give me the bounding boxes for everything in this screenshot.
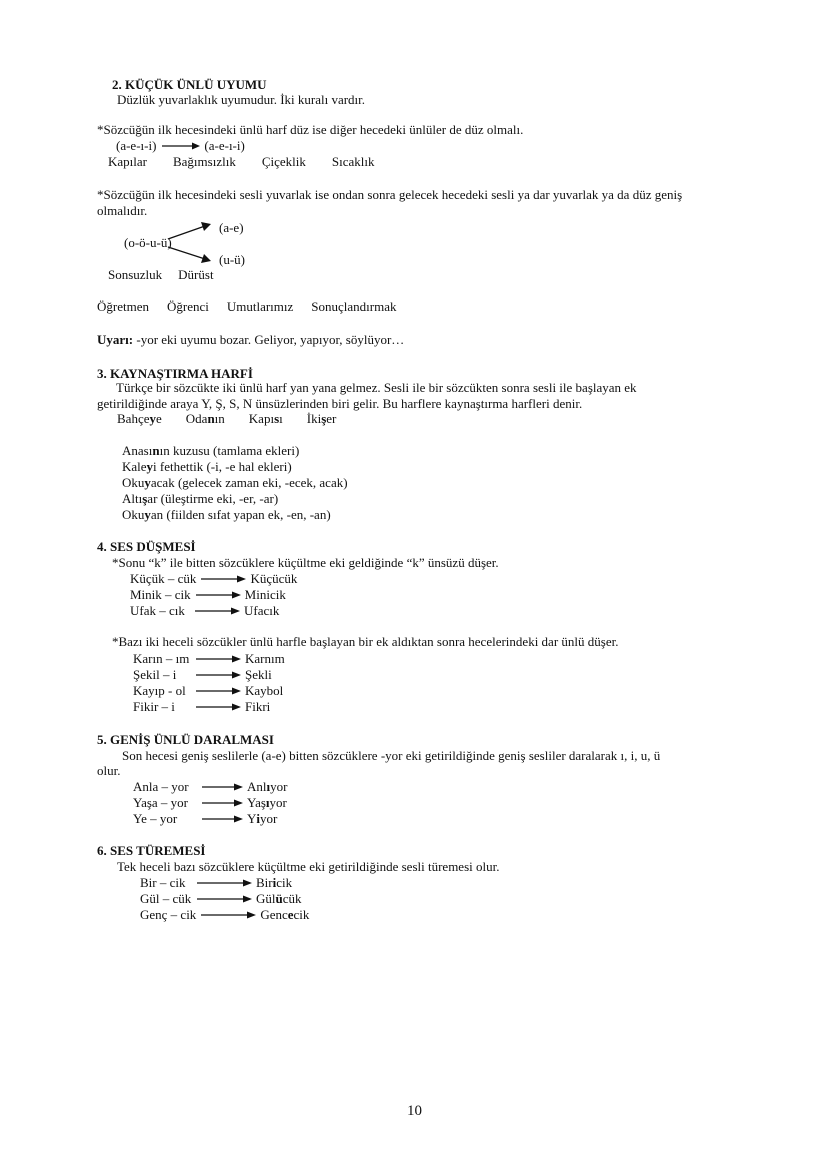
transformation-row — [133, 667, 272, 683]
arrow-icon — [195, 655, 241, 663]
section-6-line-1: Tek heceli bazı sözcüklere küçültme eki getirildiğinde sesli türemesi olur. — [117, 859, 500, 874]
example-line — [122, 491, 278, 507]
example-word: Öğrenci — [166, 299, 209, 314]
highlighted-letter: ı — [266, 779, 271, 794]
highlighted-letter: y — [144, 507, 151, 522]
arrow-icon — [195, 591, 241, 599]
text-part: yor — [269, 795, 287, 810]
highlighted-letter: ş — [142, 491, 148, 506]
example-word: Çiçeklik — [261, 154, 306, 169]
text-part: i fethettik (-i, -e hal ekleri) — [153, 459, 292, 474]
text-part: yor — [270, 779, 288, 794]
arrow-icon — [201, 799, 243, 807]
warning-text: -yor eki uyumu bozar. Geliyor, yapıyor, söylüyor… — [133, 332, 405, 347]
text-part: Gül — [256, 891, 276, 906]
text-part: Yaş — [247, 795, 266, 810]
arrow-icon — [195, 687, 241, 695]
rule-2-from: (o-ö-u-ü) — [124, 235, 172, 250]
section-5-heading: 5. GENİŞ ÜNLÜ DARALMASI — [97, 732, 274, 747]
transformation-row — [133, 651, 285, 667]
row-from: Ufak – cık — [130, 603, 185, 618]
text-part: Anl — [247, 779, 267, 794]
section-4-rule-2: *Bazı iki heceli sözcükler ünlü harfle başlayan bir ek aldıktan sonra hecelerindeki dar ünlü düşer. — [112, 634, 619, 649]
arrow-icon — [196, 895, 252, 903]
example-word — [117, 411, 162, 427]
more-examples — [97, 299, 397, 315]
transformation-row — [133, 683, 283, 699]
row-to: Ufacık — [244, 603, 280, 618]
arrow-icon — [200, 575, 246, 583]
rule-2-examples — [108, 267, 214, 283]
text-part: Oku — [122, 475, 145, 490]
text-part: ın — [214, 411, 225, 426]
arrow-icon — [195, 671, 241, 679]
row-to — [247, 779, 287, 795]
text-part: er — [326, 411, 337, 426]
highlighted-letter: s — [274, 411, 280, 426]
row-to: Kaybol — [245, 683, 284, 698]
text-part: acak (gelecek zaman eki, -ecek, acak) — [150, 475, 348, 490]
text-part: Altı — [122, 491, 143, 506]
text-part: Bahçe — [117, 411, 150, 426]
warning — [97, 332, 404, 348]
text-part: e — [155, 411, 162, 426]
transformation-row — [140, 891, 302, 907]
transformation-row — [130, 587, 286, 603]
highlighted-letter: n — [207, 411, 215, 426]
highlighted-letter: e — [287, 907, 294, 922]
text-part: Genc — [260, 907, 288, 922]
text-part: Anası — [122, 443, 153, 458]
highlighted-letter: n — [152, 443, 160, 458]
rule-1-from: (a-e-ı-i) — [116, 138, 157, 153]
text-part: cik — [293, 907, 310, 922]
arrow-icon — [194, 607, 240, 615]
arrow-icon — [201, 783, 243, 791]
arrow-icon — [200, 911, 256, 919]
transformation-row — [140, 875, 292, 891]
row-to — [247, 811, 277, 827]
example-line — [122, 475, 348, 491]
example-word — [186, 411, 225, 427]
arrow-icon — [196, 879, 252, 887]
text-part: an (fiilden sıfat yapan ek, -en, -an) — [150, 507, 331, 522]
highlighted-letter: i — [272, 875, 277, 890]
example-word — [249, 411, 283, 427]
row-from: Bir – cik — [140, 875, 186, 890]
row-from: Yaşa – yor — [133, 795, 189, 810]
branch-arrows-icon — [165, 221, 215, 265]
row-from: Şekil – i — [133, 667, 177, 682]
text-part: Oda — [185, 411, 208, 426]
transformation-row — [130, 603, 279, 619]
example-word — [307, 411, 337, 427]
row-from: Kayıp - ol — [133, 683, 186, 698]
text-part: Bir — [256, 875, 273, 890]
row-to: Karnım — [245, 651, 285, 666]
text-part: yor — [260, 811, 278, 826]
example-line — [122, 507, 331, 523]
example-word: Sıcaklık — [331, 154, 375, 169]
rule-2-text: *Sözcüğün ilk hecesindeki sesli yuvarlak ise ondan sonra gelecek hecedeki sesli ya dar yuvarlak ya da düz geniş — [97, 187, 683, 202]
row-to — [247, 795, 287, 811]
section-2-heading: 2. KÜÇÜK ÜNLÜ UYUMU — [112, 77, 267, 92]
transformation-row — [133, 779, 287, 795]
row-from: Ye – yor — [133, 811, 178, 826]
transformation-row — [140, 907, 309, 923]
section-6-heading: 6. SES TÜREMESİ — [97, 843, 206, 858]
row-to — [256, 891, 302, 907]
text-part: İki — [306, 411, 322, 426]
text-part: ın kuzusu (tamlama ekleri) — [159, 443, 300, 458]
section-4-heading: 4. SES DÜŞMESİ — [97, 539, 196, 554]
text-part: Y — [247, 811, 257, 826]
rule-1-text: *Sözcüğün ilk hecesindeki ünlü harf düz ise diğer hecedeki ünlüler de düz olmalı. — [97, 122, 524, 137]
arrow-icon — [160, 142, 200, 150]
example-word: Sonsuzluk — [108, 267, 163, 282]
row-to — [256, 875, 292, 891]
row-from: Fikir – i — [133, 699, 175, 714]
example-word: Bağımsızlık — [172, 154, 236, 169]
highlighted-letter: y — [149, 411, 156, 426]
rule-2-to-down: (u-ü) — [219, 252, 245, 267]
section-4-rule-1: *Sonu “k” ile bitten sözcüklere küçültme eki geldiğinde “k” ünsüzü düşer. — [112, 555, 499, 570]
text-part: cik — [276, 875, 293, 890]
text-part: ar (üleştirme eki, -er, -ar) — [147, 491, 279, 506]
row-from: Genç – cik — [140, 907, 197, 922]
example-word: Öğretmen — [97, 299, 149, 314]
text-part: ı — [279, 411, 283, 426]
example-line — [122, 443, 299, 459]
example-line — [122, 459, 292, 475]
section-3-line-1: Türkçe bir sözcükte iki ünlü harf yan yana gelmez. Sesli ile bir sözcükten sonra sesli ile başlayan ek — [116, 380, 637, 395]
row-to: Küçücük — [250, 571, 298, 586]
example-word: Sonuçlandırmak — [311, 299, 397, 314]
row-to — [260, 907, 309, 923]
highlighted-letter: ı — [265, 795, 270, 810]
row-from: Küçük – cük — [130, 571, 197, 586]
example-word: Dürüst — [178, 267, 214, 282]
transformation-row — [133, 811, 277, 827]
row-to: Fikri — [245, 699, 271, 714]
highlighted-letter: y — [146, 459, 154, 474]
arrow-icon — [195, 703, 241, 711]
section-5-line-2: olur. — [97, 763, 121, 778]
arrow-icon — [201, 815, 243, 823]
row-from: Karın – ım — [133, 651, 190, 666]
rule-1-to: (a-e-ı-i) — [204, 138, 245, 153]
example-word: Umutlarımız — [226, 299, 294, 314]
row-from: Gül – cük — [140, 891, 192, 906]
rule-2-text-cont: olmalıdır. — [97, 203, 148, 218]
highlighted-letter: i — [256, 811, 261, 826]
section-3-heading: 3. KAYNAŞTIRMA HARFİ — [97, 366, 253, 381]
transformation-row — [133, 699, 270, 715]
page-number: 10 — [407, 1103, 422, 1119]
text-part: Kapı — [248, 411, 275, 426]
transformation-row — [130, 571, 297, 587]
row-to: Şekli — [245, 667, 272, 682]
section-2-intro: Düzlük yuvarlaklık uyumudur. İki kuralı vardır. — [117, 92, 366, 107]
highlighted-letter: ş — [321, 411, 327, 426]
section-3-line-2: getirildiğinde araya Y, Ş, S, N ünsüzlerinden biri gelir. Bu harflere kaynaştırma harfleri denir. — [97, 396, 583, 411]
row-from: Minik – cik — [130, 587, 191, 602]
rule-1-examples — [108, 154, 400, 170]
section-3-words — [117, 411, 360, 427]
rule-2-to-up: (a-e) — [219, 220, 244, 235]
section-5-line-1: Son hecesi geniş seslilerle (a-e) bitten sözcüklere -yor eki getirildiğinde geniş sesliler daralarak ı, i, u, ü — [122, 748, 661, 763]
warning-label: Uyarı: — [97, 332, 134, 347]
example-word: Kapılar — [108, 154, 147, 169]
row-to: Minicik — [244, 587, 286, 602]
rule-1-vowels — [116, 138, 245, 154]
text-part: Kale — [122, 459, 147, 474]
row-from: Anla – yor — [133, 779, 189, 794]
highlighted-letter: ü — [275, 891, 283, 906]
text-part: cük — [282, 891, 302, 906]
highlighted-letter: y — [144, 475, 151, 490]
transformation-row — [133, 795, 287, 811]
text-part: Oku — [122, 507, 145, 522]
